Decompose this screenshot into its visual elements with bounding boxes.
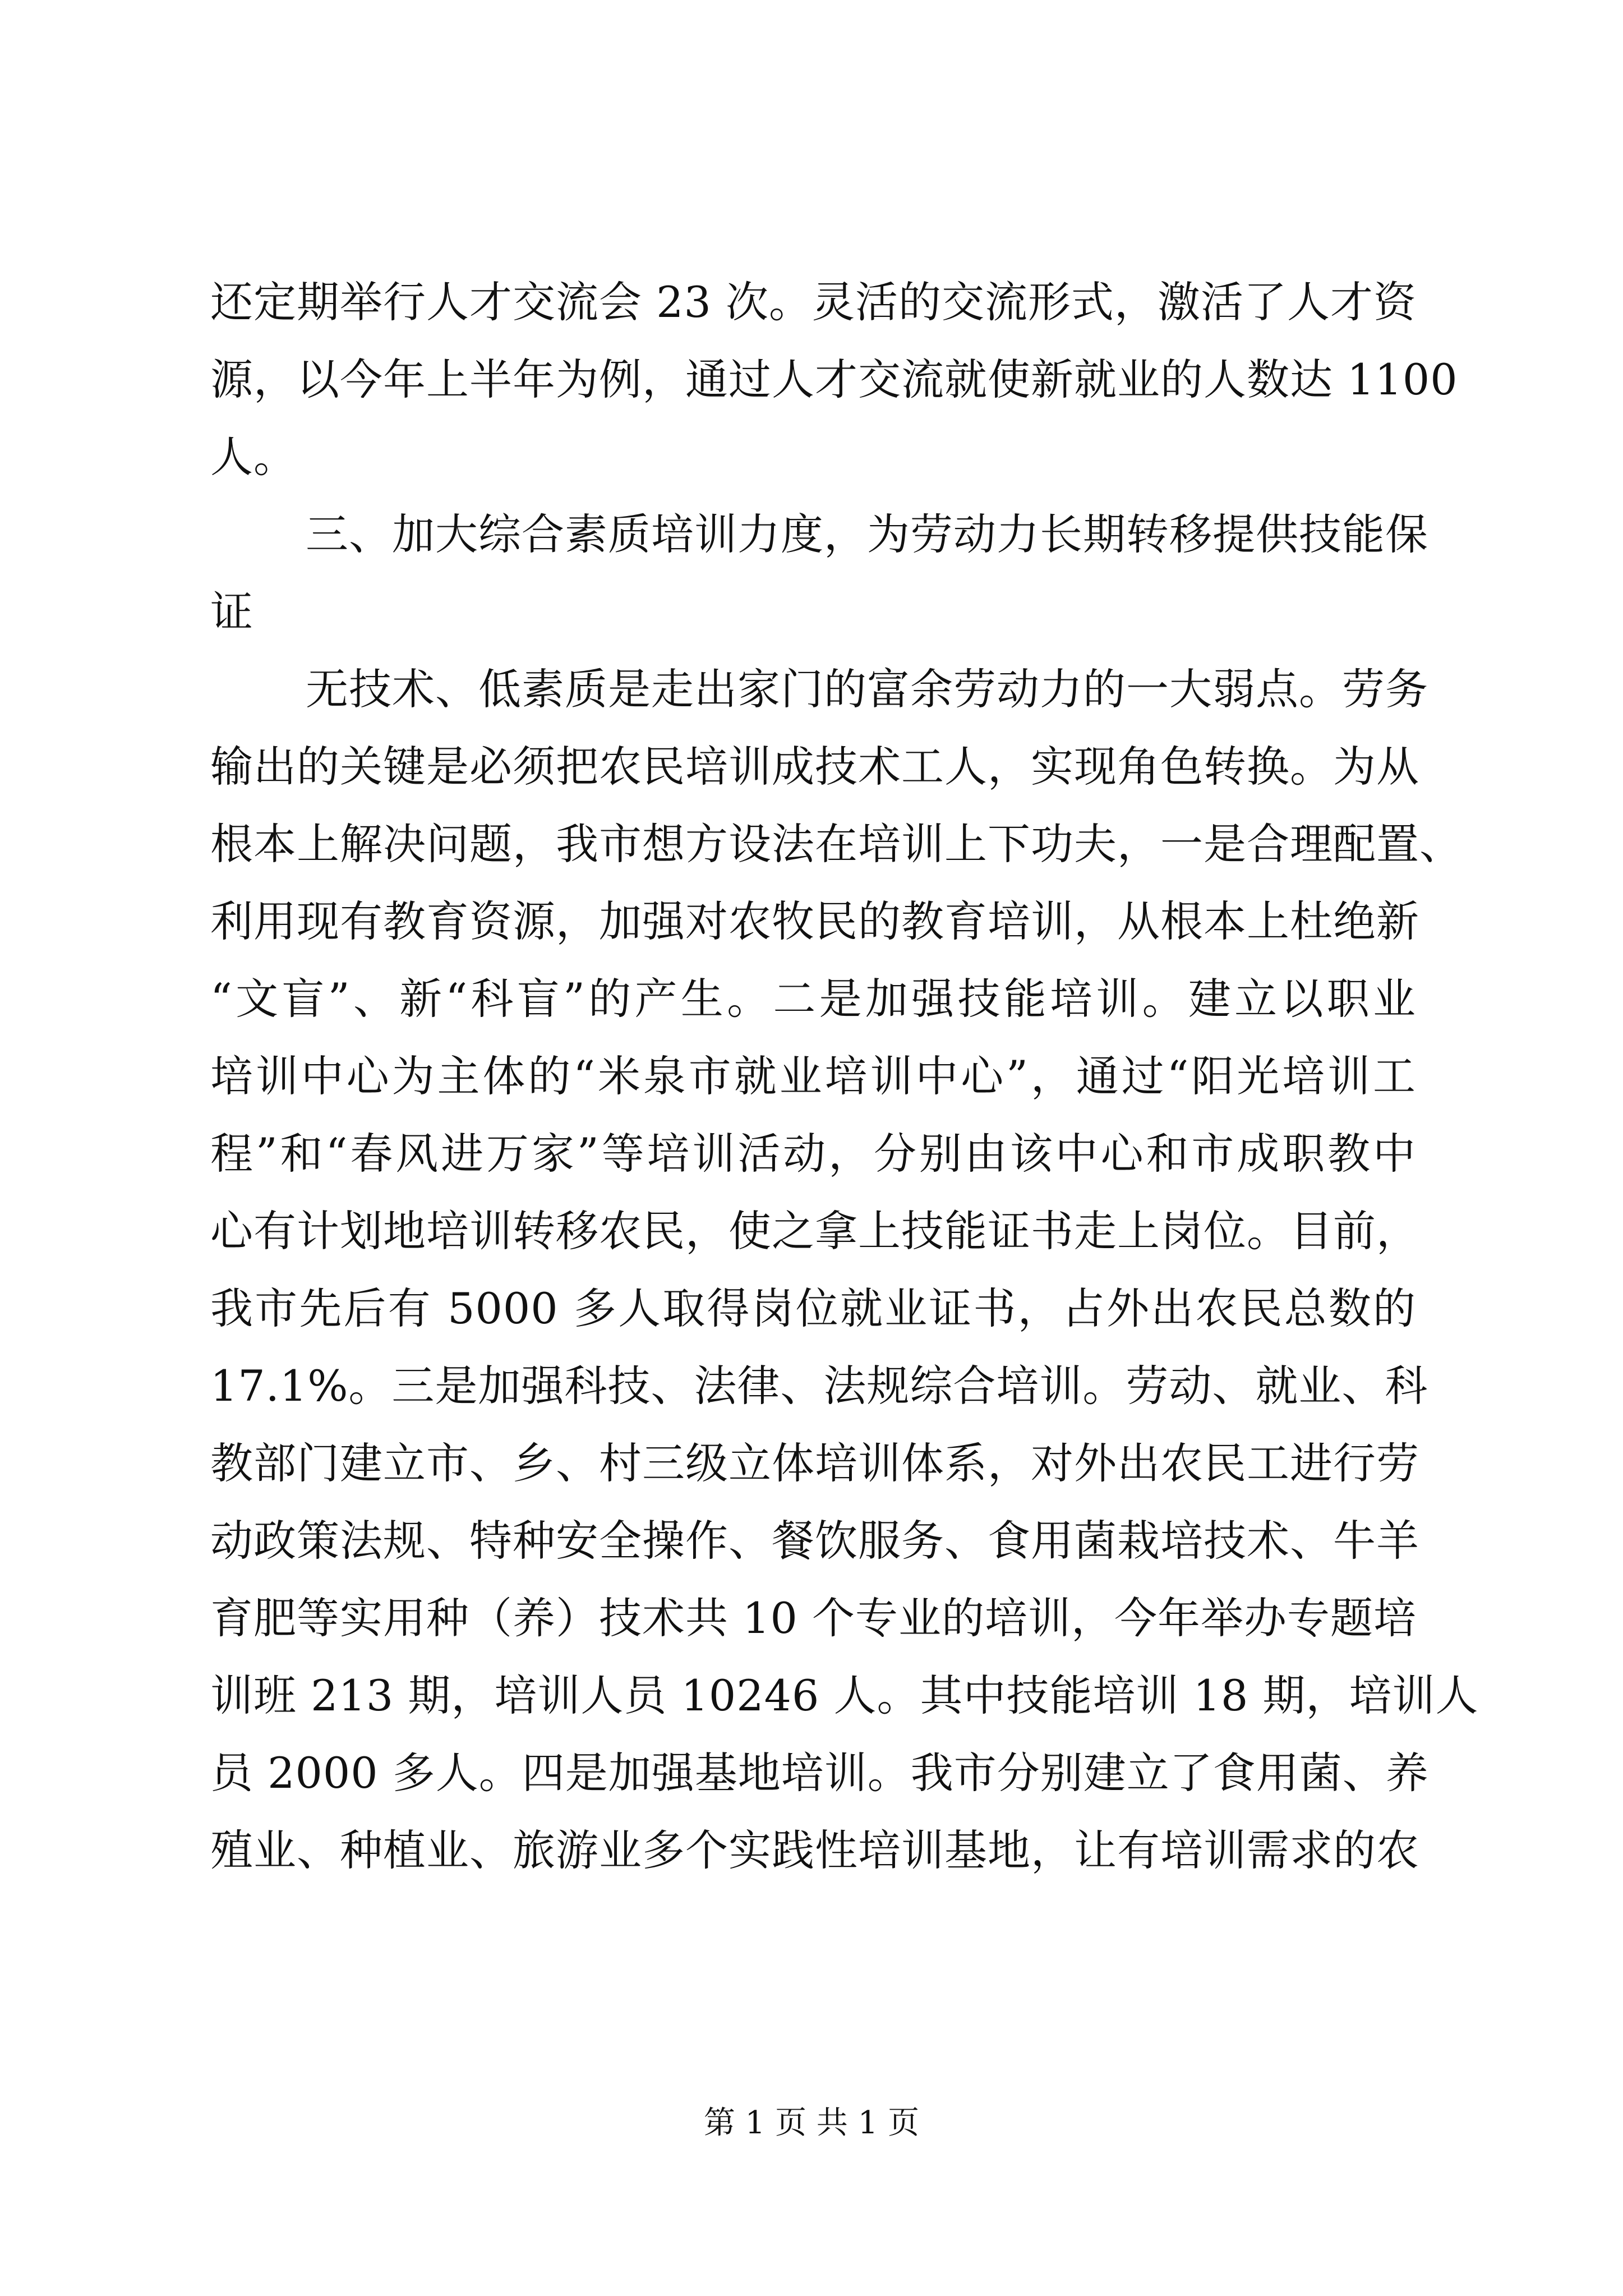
text-line: 17.1%。三是加强科技、法律、法规综合培训。劳动、就业、科 bbox=[210, 1361, 1428, 1411]
text-line: 育肥等实用种（养）技术共 10 个专业的培训，今年举办专题培 bbox=[210, 1593, 1417, 1643]
text-line: 人。 bbox=[210, 432, 297, 482]
text-line: 利用现有教育资源，加强对农牧民的教育培训，从根本上杜绝新 bbox=[210, 896, 1419, 946]
text-line: 培训中心为主体的“米泉市就业培训中心”，通过“阳光培训工 bbox=[210, 1051, 1416, 1101]
text-line: 教部门建立市、乡、村三级立体培训体系，对外出农民工进行劳 bbox=[210, 1438, 1419, 1488]
text-line: “文盲”、新“科盲”的产生。二是加强技能培训。建立以职业 bbox=[210, 974, 1416, 1024]
text-line: 动政策法规、特种安全操作、餐饮服务、食用菌栽培技术、牛羊 bbox=[210, 1516, 1419, 1566]
section-heading-line: 三、加大综合素质培训力度，为劳动力长期转移提供技能保 bbox=[306, 509, 1428, 559]
section-heading-line: 证 bbox=[210, 587, 253, 637]
text-line: 殖业、种植业、旅游业多个实践性培训基地，让有培训需求的农 bbox=[210, 1825, 1419, 1875]
text-line: 员 2000 多人。四是加强基地培训。我市分别建立了食用菌、养 bbox=[210, 1748, 1429, 1798]
page-number-footer: 第 1 页 共 1 页 bbox=[703, 2105, 920, 2141]
text-line: 心有计划地培训转移农民，使之拿上技能证书走上岗位。目前， bbox=[210, 1206, 1419, 1256]
text-line: 无技术、低素质是走出家门的富余劳动力的一大弱点。劳务 bbox=[306, 664, 1428, 714]
text-line: 源，以今年上半年为例，通过人才交流就使新就业的人数达 1100 bbox=[210, 355, 1458, 404]
text-line: 输出的关键是必须把农民培训成技术工人，实现角色转换。为从 bbox=[210, 742, 1419, 792]
text-line: 还定期举行人才交流会 23 次。灵活的交流形式，激活了人才资 bbox=[210, 277, 1417, 327]
text-line: 程”和“春风进万家”等培训活动，分别由该中心和市成职教中 bbox=[210, 1129, 1416, 1179]
text-line: 根本上解决问题，我市想方设法在培训上下功夫，一是合理配置、 bbox=[210, 819, 1463, 869]
document-body bbox=[210, 264, 1479, 1889]
text-line: 我市先后有 5000 多人取得岗位就业证书，占外出农民总数的 bbox=[210, 1283, 1416, 1333]
text-line: 训班 213 期，培训人员 10246 人。其中技能培训 18 期，培训人 bbox=[210, 1671, 1479, 1720]
